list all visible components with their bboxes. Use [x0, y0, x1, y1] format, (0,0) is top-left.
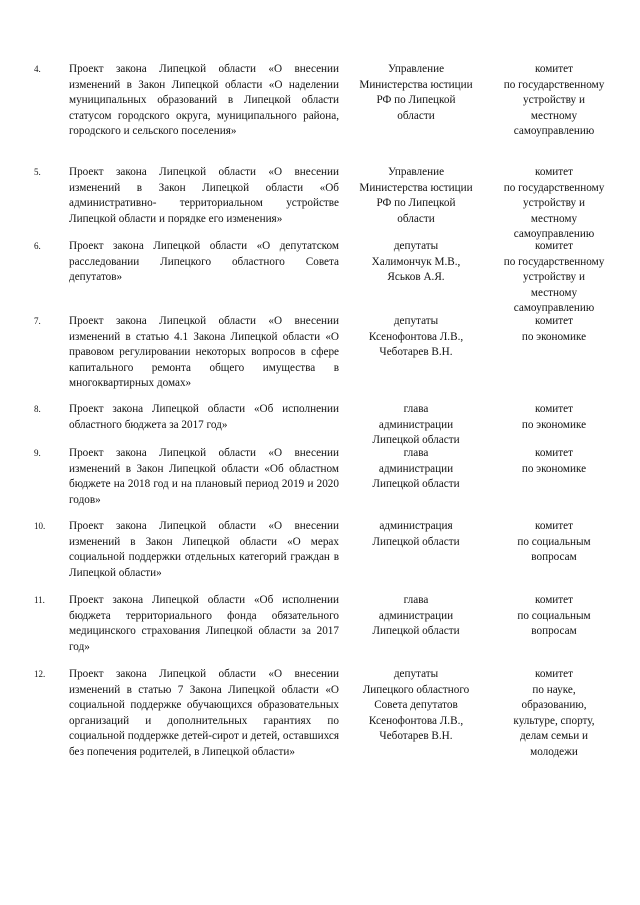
- row-number: 10.: [34, 521, 46, 531]
- bill-title: Проект закона Липецкой области «О внесении изменений в статью 7 Закона Липецкой области «О социальной поддержке обучающихся образовательных организаций и дополнительных гарантиях по социальной поддержке детей-сирот и детей, оставшихся без попечения родителей, в Липецкой области»: [69, 668, 339, 758]
- row-number: 9.: [34, 448, 41, 458]
- responsible-committee: комитет по государственному устройству и местному самоуправлению: [503, 166, 605, 241]
- bill-title: Проект закона Липецкой области «Об исполнении бюджета территориального фонда обязательного медицинского страхования Липецкой области за 2017 год»: [69, 594, 339, 653]
- bill-title: Проект закона Липецкой области «Об исполнении областного бюджета за 2017 год»: [69, 403, 339, 431]
- responsible-committee: комитет по экономике: [521, 447, 587, 475]
- responsible-committee: комитет по государственному устройству и местному самоуправлению: [503, 240, 605, 315]
- bill-title: Проект закона Липецкой области «О внесении изменений в Закон Липецкой области «О наделении муниципальных образований в Липецкой области статусом городского округа, муниципального района, городского и сельского поселения»: [69, 63, 339, 138]
- bill-author: Управление Министерства юстиции РФ по Липецкой области: [359, 166, 473, 225]
- responsible-committee: комитет по науке, образованию, культуре, спорту, делам семьи и молодежи: [513, 668, 595, 758]
- row-number: 11.: [34, 595, 45, 605]
- row-number: 5.: [34, 167, 41, 177]
- row-number: 7.: [34, 316, 41, 326]
- responsible-committee: комитет по государственному устройству и местному самоуправлению: [503, 63, 605, 138]
- responsible-committee: комитет по экономике: [521, 403, 587, 431]
- bill-author: глава администрации Липецкой области: [372, 594, 460, 638]
- bill-author: Управление Министерства юстиции РФ по Липецкой области: [359, 63, 473, 122]
- row-number: 6.: [34, 241, 41, 251]
- bill-title: Проект закона Липецкой области «О внесении изменений в Закон Липецкой области «О мерах социальной поддержки отдельных категорий граждан в Липецкой области»: [69, 520, 339, 579]
- responsible-committee: комитет по социальным вопросам: [517, 520, 591, 564]
- responsible-committee: комитет по социальным вопросам: [517, 594, 591, 638]
- bill-author: администрация Липецкой области: [372, 520, 460, 548]
- bill-author: депутаты Халимончук М.В., Яськов А.Я.: [371, 240, 461, 284]
- bill-title: Проект закона Липецкой области «О внесении изменений в статью 4.1 Закона Липецкой области «О правовом регулировании некоторых вопросов в сфере капитального ремонта общего имущества в многоквартирных домах»: [69, 315, 339, 390]
- bill-title: Проект закона Липецкой области «О депутатском расследовании Липецкого областного Совета депутатов»: [69, 240, 339, 284]
- row-number: 12.: [34, 669, 46, 679]
- bill-author: глава администрации Липецкой области: [372, 447, 460, 491]
- bill-title: Проект закона Липецкой области «О внесении изменений в Закон Липецкой области «Об областном бюджете на 2018 год и на плановый период 2019 и 2020 годов»: [69, 447, 339, 506]
- bill-author: депутаты Липецкого областного Совета депутатов Ксенофонтова Л.В., Чеботарев В.Н.: [362, 668, 470, 743]
- bill-title: Проект закона Липецкой области «О внесении изменений в Закон Липецкой области «Об административно- территориальном устройстве Липецкой области и порядке его изменения»: [69, 166, 339, 225]
- bill-author: глава администрации Липецкой области: [372, 403, 460, 447]
- bill-author: депутаты Ксенофонтова Л.В., Чеботарев В.Н.: [368, 315, 464, 359]
- responsible-committee: комитет по экономике: [521, 315, 587, 343]
- row-number: 8.: [34, 404, 41, 414]
- row-number: 4.: [34, 64, 41, 74]
